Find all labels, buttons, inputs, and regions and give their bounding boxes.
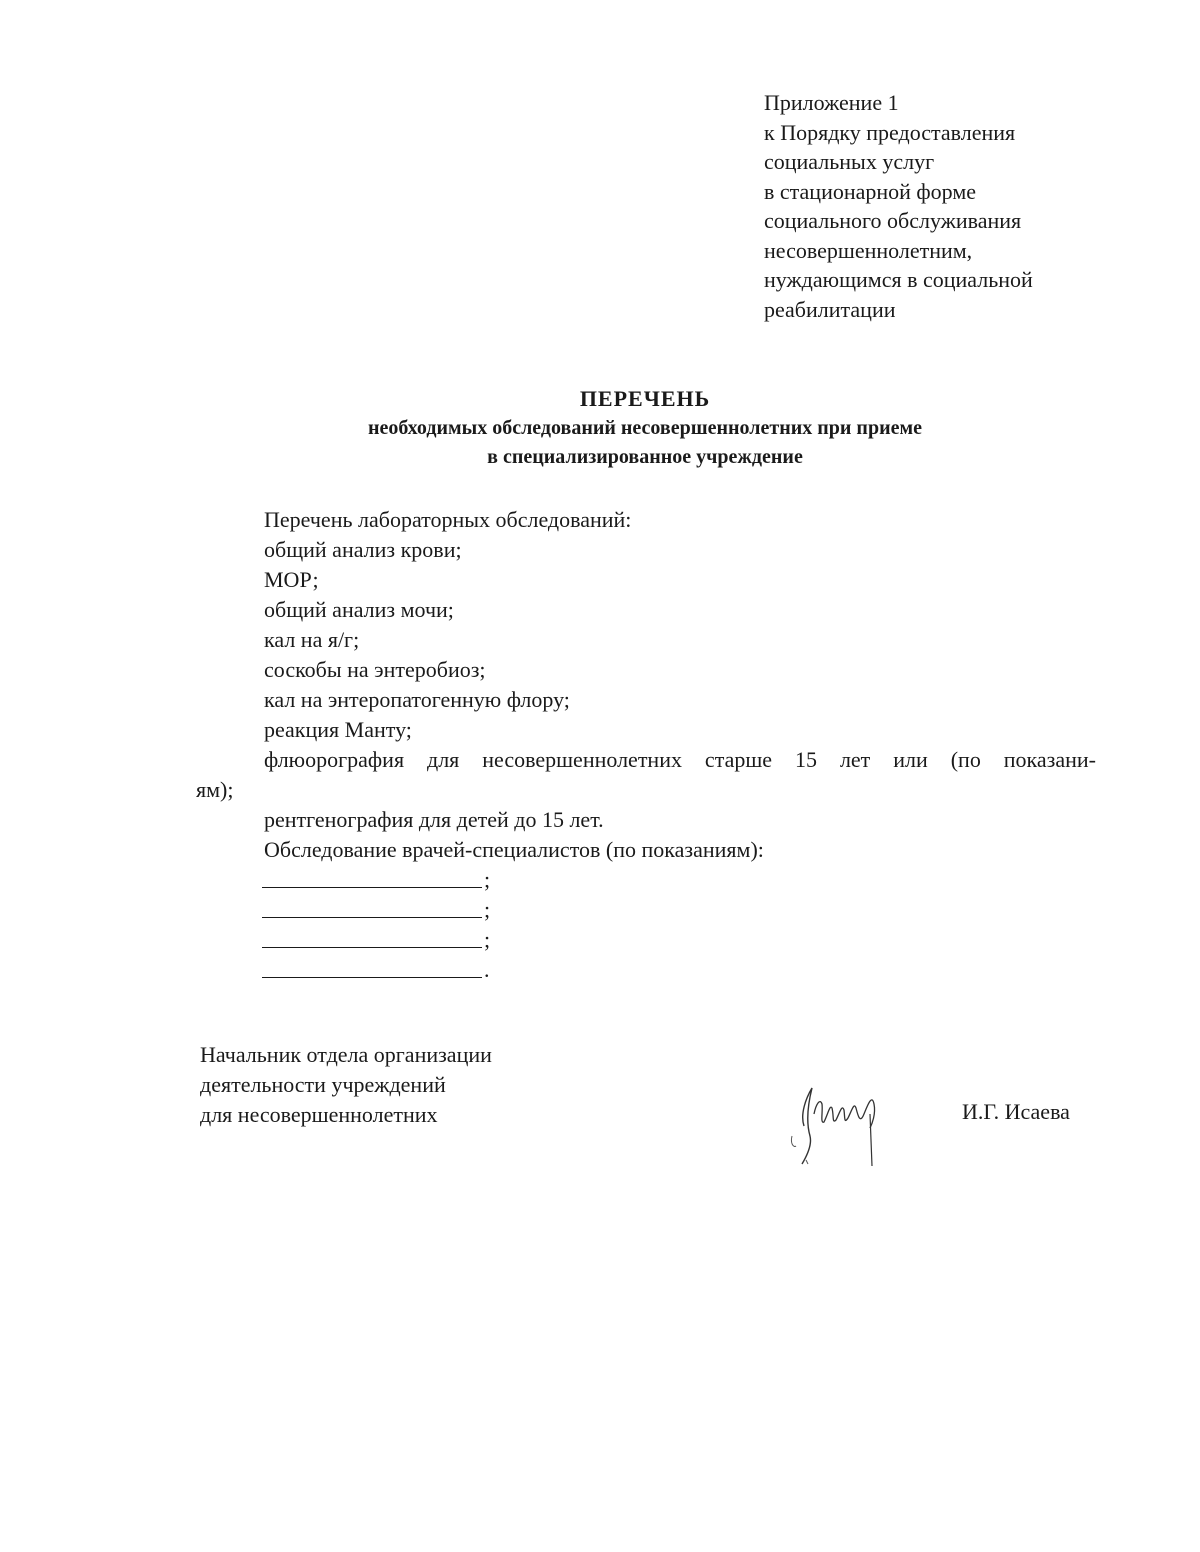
lab-item: соскобы на энтеробиоз; [264, 657, 486, 682]
title-subtitle-line: необходимых обследований несовершеннолетних при приеме [368, 417, 922, 439]
lab-item: общий анализ мочи; [264, 597, 454, 622]
blank-punctuation: . [484, 957, 490, 982]
signatory-position [200, 1040, 492, 1130]
handwritten-signature [786, 1074, 896, 1170]
appendix-line: реабилитации [764, 296, 896, 322]
document-body [196, 505, 1096, 985]
appendix-note [764, 88, 1164, 324]
document-title [0, 384, 1200, 472]
specialist-blank-entry [196, 895, 1096, 925]
blank-punctuation: ; [484, 897, 491, 922]
appendix-line: социальных услуг [764, 149, 935, 174]
lab-item: кал на я/г; [264, 627, 360, 652]
lab-heading: Перечень лабораторных обследований: [264, 507, 632, 532]
xray-item: рентгенография для детей до 15 лет. [264, 807, 604, 832]
appendix-line: нуждающимся в социальной [764, 267, 1033, 292]
appendix-line: социального обслуживания [764, 208, 1022, 233]
appendix-line: несовершеннолетним, [764, 237, 973, 263]
blank-punctuation: ; [484, 867, 491, 892]
appendix-line: в стационарной форме [764, 178, 977, 204]
lab-item: общий анализ крови; [264, 537, 462, 562]
position-line: деятельности учреждений [200, 1072, 446, 1097]
lab-item: реакция Манту; [264, 717, 412, 742]
lab-item: МОР; [264, 567, 319, 592]
fluorography-item-continuation: ям); [196, 777, 234, 802]
appendix-line: к Порядку предоставления [764, 119, 1016, 145]
blank-fill-line [262, 925, 482, 948]
signer-name: И.Г. Исаева [962, 1099, 1070, 1124]
position-line: Начальник отдела организации [200, 1042, 492, 1067]
blank-fill-line [262, 955, 482, 978]
blank-fill-line [262, 865, 482, 888]
title-subtitle-line: в специализированное учреждение [487, 446, 803, 468]
specialist-blank-entry [196, 925, 1096, 955]
position-line: для несовершеннолетних [200, 1102, 438, 1127]
blank-punctuation: ; [484, 927, 491, 952]
fluorography-item: флюорография для несовершеннолетних старше 15 лет или (по показани- [264, 747, 1096, 772]
specialist-blank-entry [196, 865, 1096, 895]
appendix-line: Приложение 1 [764, 90, 899, 115]
title-main: ПЕРЕЧЕНЬ [579, 386, 711, 411]
lab-item: кал на энтеропатогенную флору; [264, 687, 570, 712]
specialist-blank-entry [196, 955, 1096, 985]
blank-fill-line [262, 895, 482, 918]
specialists-heading: Обследование врачей-специалистов (по показаниям): [264, 837, 764, 862]
